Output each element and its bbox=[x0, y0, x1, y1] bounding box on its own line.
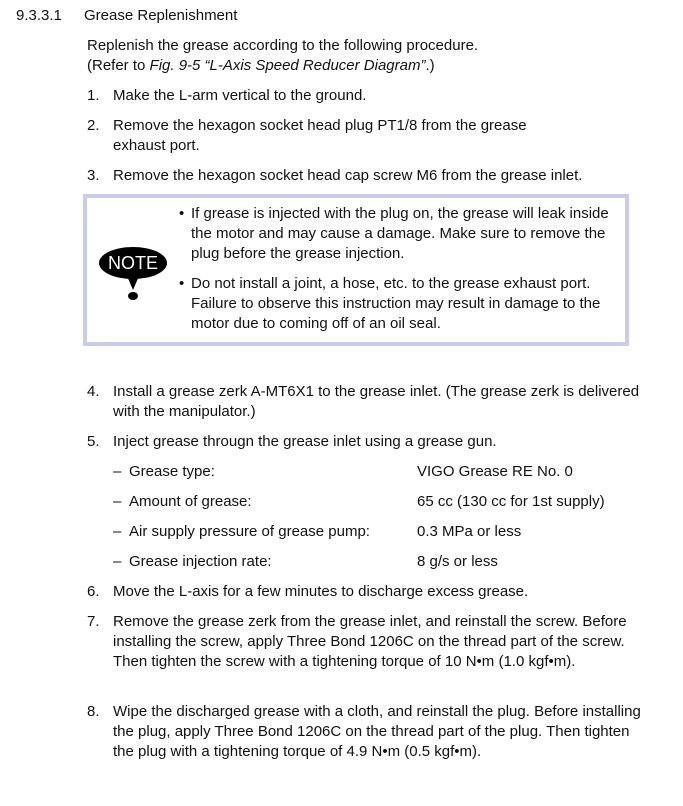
step-number: 2. bbox=[87, 117, 100, 134]
bullet: • bbox=[179, 275, 185, 292]
step-text: Remove the grease zerk from the grease inlet, and reinstall the screw. Before installing the screw, apply Three Bond 1206C on the thread part of the screw. Then tighten the screw with a tightening torque of 10 N•m (1.0 kgf•m). bbox=[113, 613, 627, 670]
spec-row: – Grease injection rate: 8 g/s or less bbox=[113, 552, 653, 572]
note-text: If grease is injected with the plug on, the grease will leak inside the motor and may cause a damage. Make sure to remove the plug before the grease injection. bbox=[191, 205, 609, 262]
section-heading bbox=[16, 6, 676, 26]
step-number: 4. bbox=[87, 383, 100, 400]
step-text: Remove the hexagon socket head cap screw M6 from the grease inlet. bbox=[113, 167, 583, 184]
step-2 bbox=[87, 116, 567, 156]
spec-row: – Grease type: VIGO Grease RE No. 0 bbox=[113, 462, 653, 482]
step-3 bbox=[87, 166, 647, 186]
step-8 bbox=[87, 702, 643, 762]
spec-label: Amount of grease: bbox=[129, 493, 252, 510]
step-text: Move the L-axis for a few minutes to discharge excess grease. bbox=[113, 583, 529, 600]
note-icon bbox=[97, 246, 169, 302]
step-number: 8. bbox=[87, 703, 100, 720]
note-list bbox=[179, 204, 619, 344]
section-number: 9.3.3.1 bbox=[16, 7, 62, 24]
step-number: 5. bbox=[87, 433, 100, 450]
step-text: Inject grease througn the grease inlet using a grease gun. bbox=[113, 433, 497, 450]
intro-line: Replenish the grease according to the following procedure. bbox=[87, 37, 479, 54]
figure-reference: Fig. 9-5 “L-Axis Speed Reducer Diagram” bbox=[149, 57, 426, 74]
spec-row: – Air supply pressure of grease pump: 0.3 MPa or less bbox=[113, 522, 653, 542]
step-4 bbox=[87, 382, 647, 422]
note-label: NOTE bbox=[107, 253, 159, 273]
note-item bbox=[179, 204, 619, 264]
bullet: • bbox=[179, 205, 185, 222]
step-5 bbox=[87, 432, 647, 452]
spec-label: Grease injection rate: bbox=[129, 553, 272, 570]
spec-row: – Amount of grease: 65 cc (130 cc for 1st supply) bbox=[113, 492, 653, 512]
spec-value: VIGO Grease RE No. 0 bbox=[417, 463, 573, 480]
spec-value: 0.3 MPa or less bbox=[417, 523, 522, 540]
spec-value: 65 cc (130 cc for 1st supply) bbox=[417, 493, 605, 510]
step-number: 1. bbox=[87, 87, 100, 104]
intro-paragraph bbox=[87, 36, 667, 76]
note-item bbox=[179, 274, 619, 334]
spec-label: Air supply pressure of grease pump: bbox=[129, 523, 370, 540]
step-number: 7. bbox=[87, 613, 100, 630]
step-text: Install a grease zerk A-MT6X1 to the grease inlet. (The grease zerk is delivered with the manipulator.) bbox=[113, 383, 640, 420]
note-box bbox=[83, 194, 629, 346]
step-number: 6. bbox=[87, 583, 100, 600]
spec-value: 8 g/s or less bbox=[417, 553, 498, 570]
section-title: Grease Replenishment bbox=[84, 7, 238, 24]
intro-reference: (Refer to Fig. 9-5 “L-Axis Speed Reducer Diagram”.) bbox=[87, 57, 435, 74]
step-text: Remove the hexagon socket head plug PT1/8 from the grease exhaust port. bbox=[113, 117, 527, 154]
spec-label: Grease type: bbox=[129, 463, 215, 480]
step-7 bbox=[87, 612, 633, 672]
step-1 bbox=[87, 86, 647, 106]
step-6 bbox=[87, 582, 647, 602]
step-text: Make the L-arm vertical to the ground. bbox=[113, 87, 367, 104]
step-text: Wipe the discharged grease with a cloth, and reinstall the plug. Before installing the plug, apply Three Bond 1206C on the thread part of the plug. Then tighten the plug with a tightening torque of 4.9 N•m (0.5 kgf•m). bbox=[113, 703, 641, 760]
note-text: Do not install a joint, a hose, etc. to the grease exhaust port. Failure to observe this instruction may result in damage to the motor due to coming off of an oil seal. bbox=[191, 275, 601, 332]
step-number: 3. bbox=[87, 167, 100, 184]
